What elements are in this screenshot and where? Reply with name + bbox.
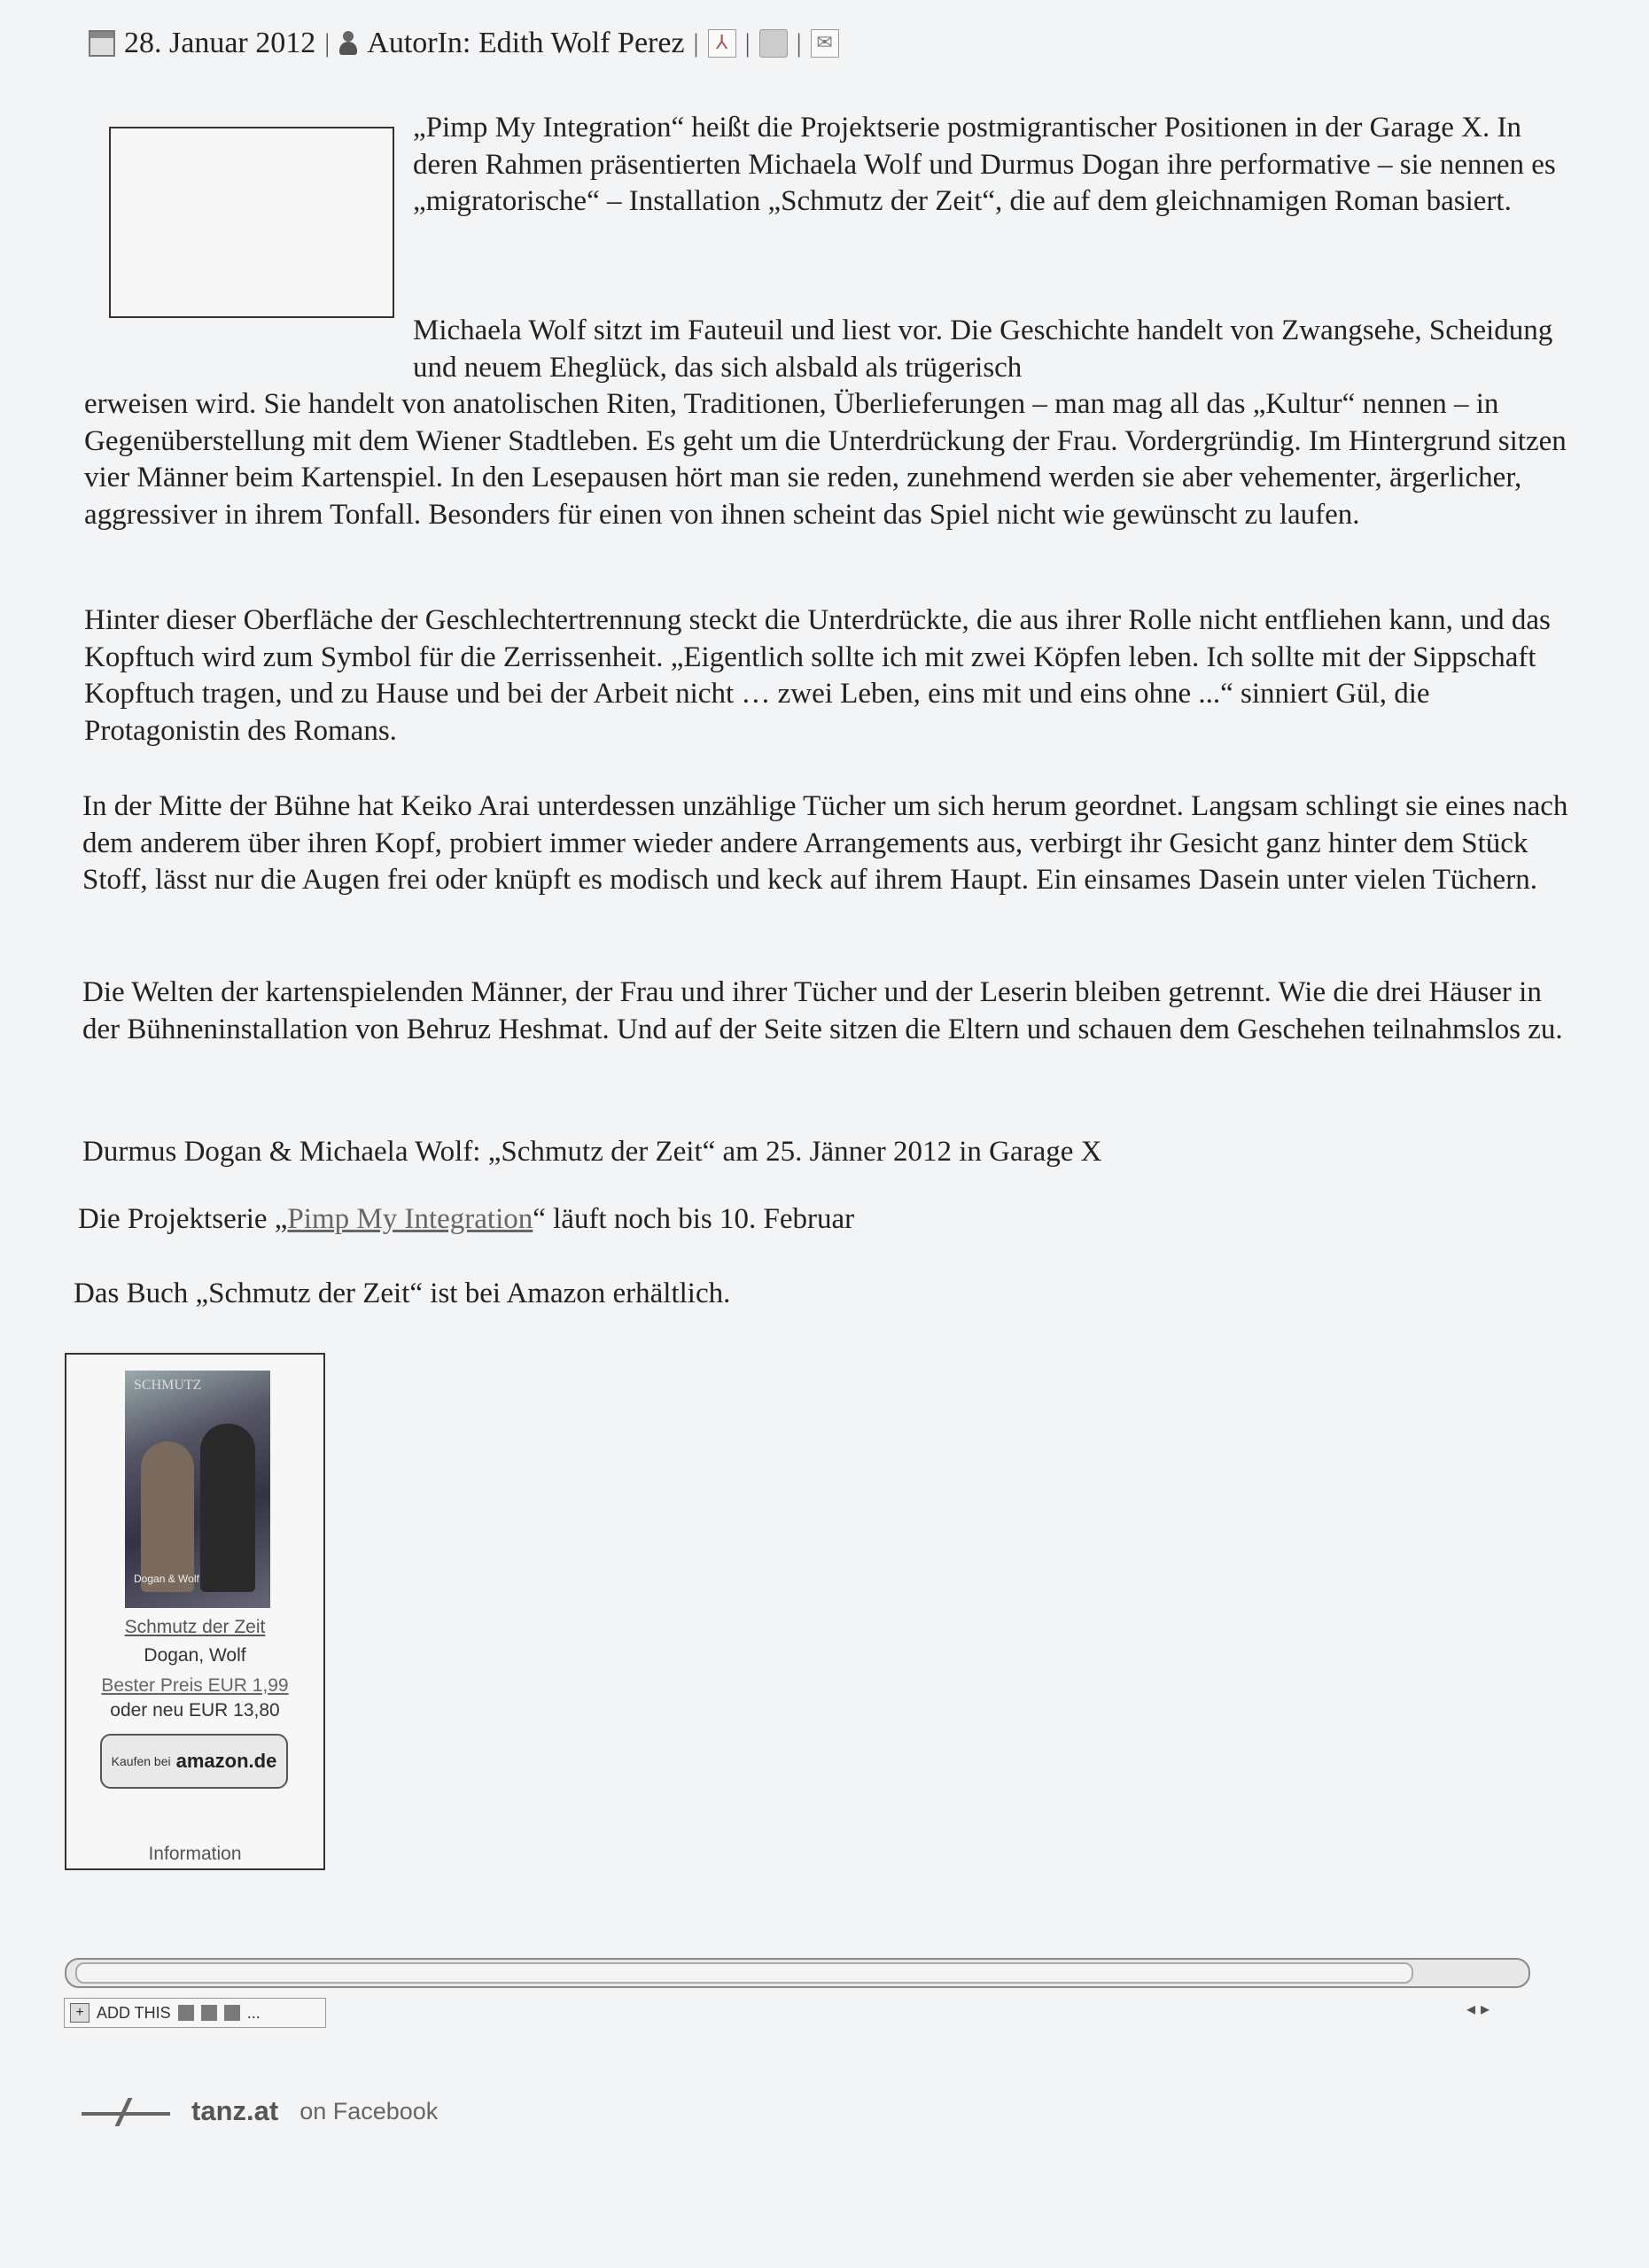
article-paragraph: Hinter dieser Oberfläche der Geschlechtertrennung steckt die Unterdrückte, die aus ihrer Rolle nicht entfliehen kann, und das Kopftuch wird zum Symbol für die Zerrissenheit. „Eigentlich sollte ich mit zwei Köpfen leben. Ich sollte mit der Sippschaft Kopftuch tragen, und zu Hause und bei der Arbeit nicht … zwei Leben, eins mit und eins ohne ...“ sinniert Gül, die Protagonistin des Romans. xyxy=(84,604,1551,747)
scrollbar-thumb[interactable] xyxy=(75,1962,1413,1984)
cover-figure-woman xyxy=(141,1441,194,1592)
information-link[interactable]: Information xyxy=(148,1844,242,1864)
amazon-widget xyxy=(65,1353,325,1870)
facebook-label: on Facebook xyxy=(299,2097,439,2124)
scroll-right-icon[interactable]: ▸ xyxy=(1481,2000,1490,2019)
article-author: AutorIn: Edith Wolf Perez xyxy=(367,27,685,59)
print-icon[interactable] xyxy=(759,29,788,58)
email-icon[interactable] xyxy=(811,29,839,58)
article-paragraph: In der Mitte der Bühne hat Keiko Arai unterdessen unzählige Tücher um sich herum geordnet. Langsam schlingt sie eines nach dem anderem über ihren Kopf, probiert immer wieder andere Arrangements aus, verbirgt ihr Gesicht ganz hinter dem Stück Stoff, lässt nur die Augen frei oder knüpft es modisch und keck auf ihrem Haupt. Ein einsames Dasein unter vielen Tüchern. xyxy=(82,790,1568,896)
article-paragraph: Michaela Wolf sitzt im Fauteuil und liest vor. Die Geschichte handelt von Zwangsehe, Scheidung und neuem Eheglück, das sich alsbald als trügerisch xyxy=(413,315,1553,384)
series-text-pre: Die Projektserie „ xyxy=(78,1203,288,1235)
scroll-arrows xyxy=(1466,1998,1490,2020)
addthis-label: ADD THIS xyxy=(97,2003,171,2022)
series-info xyxy=(78,1201,1567,1239)
article-image-placeholder xyxy=(109,127,394,318)
plus-icon: + xyxy=(70,2003,89,2023)
meta-separator: | xyxy=(324,28,331,58)
series-text-post: “ läuft noch bis 10. Februar xyxy=(533,1203,855,1235)
user-icon xyxy=(338,31,358,56)
buy-label: Kaufen bei xyxy=(111,1753,171,1768)
more-share-label[interactable]: ... xyxy=(246,2003,261,2022)
facebook-footer[interactable] xyxy=(82,2095,438,2127)
pdf-icon[interactable] xyxy=(708,29,736,58)
meta-separator: | xyxy=(693,28,699,58)
tanz-logo-icon xyxy=(82,2096,170,2126)
book-cover[interactable] xyxy=(125,1371,270,1608)
share-icon[interactable] xyxy=(201,2005,217,2021)
site-name: tanz.at xyxy=(191,2095,279,2126)
new-price: oder neu EUR 13,80 xyxy=(110,1700,280,1720)
article-date: 28. Januar 2012 xyxy=(124,27,316,59)
article-paragraph: Die Welten der kartenspielenden Männer, der Frau und ihrer Tücher und der Leserin bleiben getrennt. Wie die drei Häuser in der Bühneninstallation von Behruz Heshmat. Und auf der Seite sitzen die Eltern und schauen dem Geschehen teilnahmslos zu. xyxy=(82,976,1563,1045)
cover-author: Dogan & Wolf xyxy=(134,1573,199,1585)
cover-title: SCHMUTZ xyxy=(134,1378,202,1393)
series-link[interactable]: Pimp My Integration xyxy=(287,1203,533,1235)
book-info: Das Buch „Schmutz der Zeit“ ist bei Amazon erhältlich. xyxy=(74,1278,731,1309)
share-icon[interactable] xyxy=(224,2005,240,2021)
calendar-icon xyxy=(89,30,115,57)
buy-at-amazon-button[interactable] xyxy=(100,1734,288,1789)
article-paragraph: erweisen wird. Sie handelt von anatolischen Riten, Traditionen, Überlieferungen – man mag all das „Kultur“ nennen – in Gegenüberstellung mit dem Wiener Stadtleben. Es geht um die Unterdrückung der Frau. Vordergründig. Im Hintergrund sitzen vier Männer beim Kartenspiel. In den Lesepausen hört man sie reden, zunehmend werden sie aber vehementer, ärgerlicher, aggressiver in ihrem Tonfall. Besonders für einen von ihnen scheint das Spiel nicht wie gewünscht zu laufen. xyxy=(84,388,1567,531)
meta-separator: | xyxy=(744,28,751,58)
book-author: Dogan, Wolf xyxy=(144,1645,246,1666)
scroll-left-icon[interactable]: ◂ xyxy=(1466,2000,1476,2019)
best-price-link[interactable]: Bester Preis EUR 1,99 xyxy=(101,1675,289,1696)
book-title-link[interactable]: Schmutz der Zeit xyxy=(124,1617,266,1637)
share-icon[interactable] xyxy=(178,2005,194,2021)
meta-separator: | xyxy=(796,28,802,58)
addthis-bar[interactable] xyxy=(64,1998,326,2028)
cover-figure-man xyxy=(200,1424,255,1592)
article-paragraph: „Pimp My Integration“ heißt die Projektserie postmigrantischer Positionen in der Garage X. In deren Rahmen präsentierten Michaela Wolf und Durmus Dogan ihre performative – sie nennen es „migratorische“ – Installation „Schmutz der Zeit“, die auf dem gleichnamigen Roman basiert. xyxy=(413,112,1556,217)
horizontal-scrollbar[interactable] xyxy=(65,1958,1530,1988)
event-info: Durmus Dogan & Michaela Wolf: „Schmutz der Zeit“ am 25. Jänner 2012 in Garage X xyxy=(82,1136,1102,1168)
article-meta xyxy=(89,27,839,60)
amazon-logo: amazon.de xyxy=(175,1750,277,1772)
